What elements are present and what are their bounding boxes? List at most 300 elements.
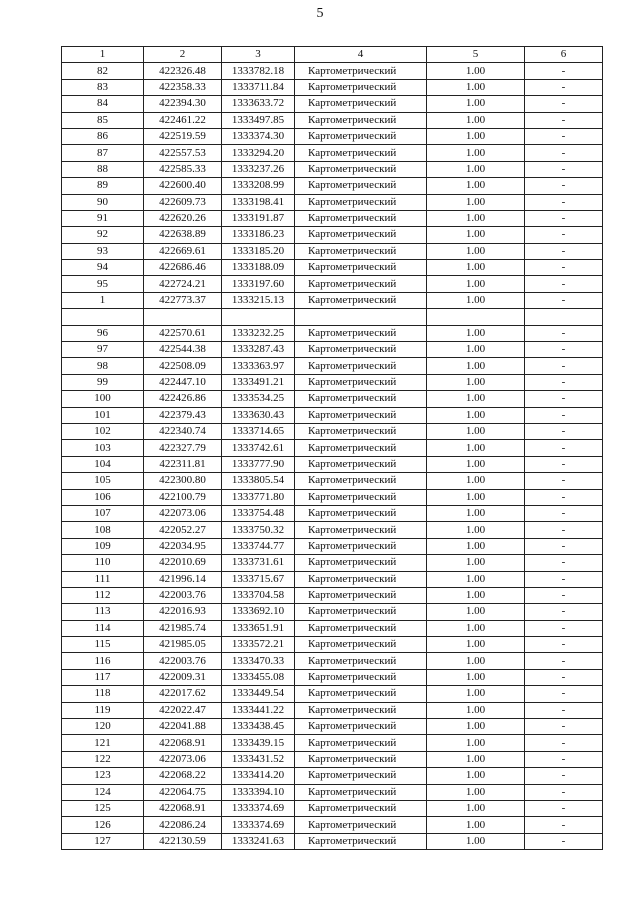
method-cell: Картометрический <box>295 292 427 308</box>
x-coordinate-cell: 422358.33 <box>144 79 222 95</box>
y-coordinate-cell: 1333439.15 <box>222 735 295 751</box>
x-coordinate-cell: 422327.79 <box>144 440 222 456</box>
method-cell: Картометрический <box>295 260 427 276</box>
point-number-cell: 92 <box>62 227 144 243</box>
point-number-cell: 83 <box>62 79 144 95</box>
method-cell: Картометрический <box>295 800 427 816</box>
point-number-cell: 101 <box>62 407 144 423</box>
method-cell: Картометрический <box>295 751 427 767</box>
point-number-cell: 115 <box>62 637 144 653</box>
x-coordinate-cell: 422544.38 <box>144 342 222 358</box>
note-cell: - <box>525 686 603 702</box>
point-number-cell: 119 <box>62 702 144 718</box>
method-cell: Картометрический <box>295 243 427 259</box>
table-row <box>62 686 603 702</box>
note-cell: - <box>525 768 603 784</box>
y-coordinate-cell: 1333777.90 <box>222 456 295 472</box>
method-cell: Картометрический <box>295 768 427 784</box>
table-row <box>62 309 603 325</box>
accuracy-cell: 1.00 <box>427 555 525 571</box>
x-coordinate-cell <box>144 309 222 325</box>
accuracy-cell: 1.00 <box>427 210 525 226</box>
point-number-cell: 114 <box>62 620 144 636</box>
table-row <box>62 653 603 669</box>
accuracy-cell: 1.00 <box>427 604 525 620</box>
x-coordinate-cell: 422034.95 <box>144 538 222 554</box>
y-coordinate-cell: 1333374.69 <box>222 800 295 816</box>
point-number-cell: 122 <box>62 751 144 767</box>
x-coordinate-cell: 422447.10 <box>144 374 222 390</box>
x-coordinate-cell: 422068.91 <box>144 735 222 751</box>
method-cell: Картометрический <box>295 407 427 423</box>
table-row <box>62 128 603 144</box>
table-row <box>62 342 603 358</box>
x-coordinate-cell: 422557.53 <box>144 145 222 161</box>
method-cell: Картометрический <box>295 374 427 390</box>
page-number: 5 <box>316 6 324 21</box>
x-coordinate-cell: 422724.21 <box>144 276 222 292</box>
note-cell: - <box>525 505 603 521</box>
header-col-5: 5 <box>427 47 525 63</box>
y-coordinate-cell: 1333191.87 <box>222 210 295 226</box>
table-row <box>62 751 603 767</box>
point-number-cell: 102 <box>62 423 144 439</box>
point-number-cell: 82 <box>62 63 144 79</box>
point-number-cell: 113 <box>62 604 144 620</box>
x-coordinate-cell: 422508.09 <box>144 358 222 374</box>
x-coordinate-cell: 422609.73 <box>144 194 222 210</box>
note-cell: - <box>525 440 603 456</box>
note-cell: - <box>525 735 603 751</box>
point-number-cell: 110 <box>62 555 144 571</box>
point-number-cell: 86 <box>62 128 144 144</box>
note-cell: - <box>525 456 603 472</box>
note-cell: - <box>525 292 603 308</box>
method-cell: Картометрический <box>295 604 427 620</box>
note-cell: - <box>525 145 603 161</box>
accuracy-cell: 1.00 <box>427 522 525 538</box>
y-coordinate-cell: 1333394.10 <box>222 784 295 800</box>
x-coordinate-cell: 422041.88 <box>144 719 222 735</box>
y-coordinate-cell: 1333438.45 <box>222 719 295 735</box>
table-row <box>62 587 603 603</box>
accuracy-cell: 1.00 <box>427 620 525 636</box>
table-row <box>62 227 603 243</box>
accuracy-cell: 1.00 <box>427 128 525 144</box>
note-cell: - <box>525 522 603 538</box>
accuracy-cell: 1.00 <box>427 407 525 423</box>
method-cell: Картометрический <box>295 145 427 161</box>
accuracy-cell: 1.00 <box>427 571 525 587</box>
y-coordinate-cell: 1333711.84 <box>222 79 295 95</box>
point-number-cell: 90 <box>62 194 144 210</box>
y-coordinate-cell: 1333241.63 <box>222 833 295 849</box>
accuracy-cell: 1.00 <box>427 325 525 341</box>
x-coordinate-cell: 422519.59 <box>144 128 222 144</box>
note-cell: - <box>525 489 603 505</box>
x-coordinate-cell: 422300.80 <box>144 473 222 489</box>
accuracy-cell: 1.00 <box>427 653 525 669</box>
point-number-cell: 94 <box>62 260 144 276</box>
point-number-cell: 125 <box>62 800 144 816</box>
coordinates-table <box>61 46 603 850</box>
x-coordinate-cell: 422086.24 <box>144 817 222 833</box>
table-row <box>62 407 603 423</box>
method-cell: Картометрический <box>295 473 427 489</box>
table-row <box>62 178 603 194</box>
method-cell: Картометрический <box>295 456 427 472</box>
method-cell: Картометрический <box>295 817 427 833</box>
table-row <box>62 145 603 161</box>
header-row <box>62 47 603 63</box>
accuracy-cell: 1.00 <box>427 505 525 521</box>
x-coordinate-cell: 422022.47 <box>144 702 222 718</box>
accuracy-cell: 1.00 <box>427 227 525 243</box>
method-cell: Картометрический <box>295 423 427 439</box>
method-cell: Картометрический <box>295 719 427 735</box>
point-number-cell <box>62 309 144 325</box>
note-cell: - <box>525 161 603 177</box>
note-cell: - <box>525 227 603 243</box>
method-cell: Картометрический <box>295 210 427 226</box>
table-row <box>62 243 603 259</box>
y-coordinate-cell: 1333374.69 <box>222 817 295 833</box>
method-cell: Картометрический <box>295 538 427 554</box>
method-cell: Картометрический <box>295 128 427 144</box>
accuracy-cell: 1.00 <box>427 817 525 833</box>
note-cell <box>525 309 603 325</box>
x-coordinate-cell: 422461.22 <box>144 112 222 128</box>
x-coordinate-cell: 422326.48 <box>144 63 222 79</box>
accuracy-cell: 1.00 <box>427 161 525 177</box>
accuracy-cell: 1.00 <box>427 243 525 259</box>
table-row <box>62 719 603 735</box>
point-number-cell: 99 <box>62 374 144 390</box>
table-row <box>62 735 603 751</box>
header-col-1: 1 <box>62 47 144 63</box>
method-cell <box>295 309 427 325</box>
x-coordinate-cell: 422064.75 <box>144 784 222 800</box>
method-cell: Картометрический <box>295 161 427 177</box>
accuracy-cell: 1.00 <box>427 194 525 210</box>
y-coordinate-cell: 1333188.09 <box>222 260 295 276</box>
y-coordinate-cell: 1333441.22 <box>222 702 295 718</box>
note-cell: - <box>525 587 603 603</box>
accuracy-cell: 1.00 <box>427 178 525 194</box>
point-number-cell: 93 <box>62 243 144 259</box>
x-coordinate-cell: 422570.61 <box>144 325 222 341</box>
point-number-cell: 108 <box>62 522 144 538</box>
note-cell: - <box>525 79 603 95</box>
point-number-cell: 95 <box>62 276 144 292</box>
method-cell: Картометрический <box>295 555 427 571</box>
note-cell: - <box>525 473 603 489</box>
y-coordinate-cell: 1333692.10 <box>222 604 295 620</box>
method-cell: Картометрический <box>295 784 427 800</box>
table-row <box>62 260 603 276</box>
table-row <box>62 374 603 390</box>
method-cell: Картометрический <box>295 735 427 751</box>
note-cell: - <box>525 817 603 833</box>
x-coordinate-cell: 421985.74 <box>144 620 222 636</box>
table-row <box>62 555 603 571</box>
x-coordinate-cell: 421996.14 <box>144 571 222 587</box>
accuracy-cell: 1.00 <box>427 686 525 702</box>
note-cell: - <box>525 128 603 144</box>
x-coordinate-cell: 422003.76 <box>144 653 222 669</box>
note-cell: - <box>525 391 603 407</box>
accuracy-cell: 1.00 <box>427 456 525 472</box>
method-cell: Картометрический <box>295 669 427 685</box>
y-coordinate-cell: 1333731.61 <box>222 555 295 571</box>
note-cell: - <box>525 669 603 685</box>
table-row <box>62 63 603 79</box>
table-row <box>62 358 603 374</box>
table-row <box>62 96 603 112</box>
method-cell: Картометрический <box>295 653 427 669</box>
table-row <box>62 768 603 784</box>
accuracy-cell: 1.00 <box>427 538 525 554</box>
table-row <box>62 440 603 456</box>
method-cell: Картометрический <box>295 79 427 95</box>
y-coordinate-cell: 1333715.67 <box>222 571 295 587</box>
accuracy-cell: 1.00 <box>427 96 525 112</box>
method-cell: Картометрический <box>295 63 427 79</box>
point-number-cell: 104 <box>62 456 144 472</box>
note-cell: - <box>525 63 603 79</box>
header-col-2: 2 <box>144 47 222 63</box>
note-cell: - <box>525 112 603 128</box>
point-number-cell: 98 <box>62 358 144 374</box>
accuracy-cell: 1.00 <box>427 768 525 784</box>
accuracy-cell: 1.00 <box>427 587 525 603</box>
note-cell: - <box>525 178 603 194</box>
table-row <box>62 79 603 95</box>
accuracy-cell: 1.00 <box>427 800 525 816</box>
point-number-cell: 118 <box>62 686 144 702</box>
x-coordinate-cell: 422068.91 <box>144 800 222 816</box>
accuracy-cell: 1.00 <box>427 833 525 849</box>
y-coordinate-cell: 1333805.54 <box>222 473 295 489</box>
accuracy-cell: 1.00 <box>427 292 525 308</box>
y-coordinate-cell: 1333630.43 <box>222 407 295 423</box>
note-cell: - <box>525 407 603 423</box>
point-number-cell: 87 <box>62 145 144 161</box>
note-cell: - <box>525 194 603 210</box>
note-cell: - <box>525 719 603 735</box>
point-number-cell: 100 <box>62 391 144 407</box>
accuracy-cell: 1.00 <box>427 391 525 407</box>
y-coordinate-cell: 1333704.58 <box>222 587 295 603</box>
table-row <box>62 784 603 800</box>
note-cell: - <box>525 325 603 341</box>
point-number-cell: 127 <box>62 833 144 849</box>
y-coordinate-cell: 1333186.23 <box>222 227 295 243</box>
x-coordinate-cell: 422340.74 <box>144 423 222 439</box>
table-row <box>62 702 603 718</box>
y-coordinate-cell: 1333651.91 <box>222 620 295 636</box>
point-number-cell: 88 <box>62 161 144 177</box>
method-cell: Картометрический <box>295 276 427 292</box>
table-row <box>62 423 603 439</box>
accuracy-cell: 1.00 <box>427 440 525 456</box>
point-number-cell: 121 <box>62 735 144 751</box>
table-row <box>62 112 603 128</box>
y-coordinate-cell: 1333491.21 <box>222 374 295 390</box>
x-coordinate-cell: 422017.62 <box>144 686 222 702</box>
method-cell: Картометрический <box>295 194 427 210</box>
note-cell: - <box>525 260 603 276</box>
method-cell: Картометрический <box>295 620 427 636</box>
accuracy-cell: 1.00 <box>427 751 525 767</box>
header-col-6: 6 <box>525 47 603 63</box>
method-cell: Картометрический <box>295 227 427 243</box>
table-row <box>62 161 603 177</box>
table-row <box>62 276 603 292</box>
note-cell: - <box>525 620 603 636</box>
table-row <box>62 637 603 653</box>
y-coordinate-cell: 1333287.43 <box>222 342 295 358</box>
note-cell: - <box>525 342 603 358</box>
table-row <box>62 522 603 538</box>
x-coordinate-cell: 422669.61 <box>144 243 222 259</box>
accuracy-cell: 1.00 <box>427 489 525 505</box>
y-coordinate-cell: 1333215.13 <box>222 292 295 308</box>
y-coordinate-cell: 1333742.61 <box>222 440 295 456</box>
y-coordinate-cell: 1333374.30 <box>222 128 295 144</box>
point-number-cell: 96 <box>62 325 144 341</box>
point-number-cell: 124 <box>62 784 144 800</box>
accuracy-cell: 1.00 <box>427 79 525 95</box>
y-coordinate-cell: 1333363.97 <box>222 358 295 374</box>
table-row <box>62 833 603 849</box>
table-row <box>62 604 603 620</box>
method-cell: Картометрический <box>295 489 427 505</box>
y-coordinate-cell: 1333197.60 <box>222 276 295 292</box>
point-number-cell: 103 <box>62 440 144 456</box>
y-coordinate-cell: 1333198.41 <box>222 194 295 210</box>
x-coordinate-cell: 422068.22 <box>144 768 222 784</box>
method-cell: Картометрический <box>295 833 427 849</box>
point-number-cell: 105 <box>62 473 144 489</box>
x-coordinate-cell: 422394.30 <box>144 96 222 112</box>
point-number-cell: 85 <box>62 112 144 128</box>
method-cell: Картометрический <box>295 358 427 374</box>
x-coordinate-cell: 422100.79 <box>144 489 222 505</box>
x-coordinate-cell: 422052.27 <box>144 522 222 538</box>
table-row <box>62 620 603 636</box>
table-row <box>62 210 603 226</box>
x-coordinate-cell: 422016.93 <box>144 604 222 620</box>
method-cell: Картометрический <box>295 391 427 407</box>
method-cell: Картометрический <box>295 178 427 194</box>
point-number-cell: 123 <box>62 768 144 784</box>
y-coordinate-cell: 1333714.65 <box>222 423 295 439</box>
note-cell: - <box>525 702 603 718</box>
y-coordinate-cell: 1333534.25 <box>222 391 295 407</box>
method-cell: Картометрический <box>295 686 427 702</box>
note-cell: - <box>525 833 603 849</box>
method-cell: Картометрический <box>295 637 427 653</box>
accuracy-cell: 1.00 <box>427 473 525 489</box>
accuracy-cell: 1.00 <box>427 145 525 161</box>
x-coordinate-cell: 422009.31 <box>144 669 222 685</box>
x-coordinate-cell: 422073.06 <box>144 505 222 521</box>
point-number-cell: 89 <box>62 178 144 194</box>
table-row <box>62 325 603 341</box>
point-number-cell: 116 <box>62 653 144 669</box>
note-cell: - <box>525 243 603 259</box>
y-coordinate-cell: 1333572.21 <box>222 637 295 653</box>
x-coordinate-cell: 422773.37 <box>144 292 222 308</box>
point-number-cell: 109 <box>62 538 144 554</box>
method-cell: Картометрический <box>295 440 427 456</box>
x-coordinate-cell: 421985.05 <box>144 637 222 653</box>
y-coordinate-cell: 1333185.20 <box>222 243 295 259</box>
x-coordinate-cell: 422426.86 <box>144 391 222 407</box>
accuracy-cell <box>427 309 525 325</box>
accuracy-cell: 1.00 <box>427 112 525 128</box>
y-coordinate-cell: 1333414.20 <box>222 768 295 784</box>
accuracy-cell: 1.00 <box>427 276 525 292</box>
method-cell: Картометрический <box>295 522 427 538</box>
accuracy-cell: 1.00 <box>427 735 525 751</box>
x-coordinate-cell: 422620.26 <box>144 210 222 226</box>
note-cell: - <box>525 96 603 112</box>
y-coordinate-cell: 1333750.32 <box>222 522 295 538</box>
note-cell: - <box>525 423 603 439</box>
note-cell: - <box>525 358 603 374</box>
y-coordinate-cell: 1333771.80 <box>222 489 295 505</box>
y-coordinate-cell: 1333470.33 <box>222 653 295 669</box>
accuracy-cell: 1.00 <box>427 784 525 800</box>
y-coordinate-cell: 1333782.18 <box>222 63 295 79</box>
table-header <box>62 47 603 63</box>
y-coordinate-cell: 1333754.48 <box>222 505 295 521</box>
point-number-cell: 106 <box>62 489 144 505</box>
method-cell: Картометрический <box>295 96 427 112</box>
method-cell: Картометрический <box>295 505 427 521</box>
accuracy-cell: 1.00 <box>427 637 525 653</box>
accuracy-cell: 1.00 <box>427 423 525 439</box>
x-coordinate-cell: 422638.89 <box>144 227 222 243</box>
table-body <box>62 63 603 850</box>
table-row <box>62 391 603 407</box>
table-row <box>62 505 603 521</box>
table-row <box>62 456 603 472</box>
note-cell: - <box>525 637 603 653</box>
table-row <box>62 669 603 685</box>
method-cell: Картометрический <box>295 342 427 358</box>
point-number-cell: 126 <box>62 817 144 833</box>
y-coordinate-cell: 1333232.25 <box>222 325 295 341</box>
table-row <box>62 194 603 210</box>
y-coordinate-cell: 1333237.26 <box>222 161 295 177</box>
accuracy-cell: 1.00 <box>427 702 525 718</box>
method-cell: Картометрический <box>295 702 427 718</box>
point-number-cell: 107 <box>62 505 144 521</box>
note-cell: - <box>525 538 603 554</box>
accuracy-cell: 1.00 <box>427 342 525 358</box>
note-cell: - <box>525 784 603 800</box>
x-coordinate-cell: 422600.40 <box>144 178 222 194</box>
y-coordinate-cell: 1333294.20 <box>222 145 295 161</box>
x-coordinate-cell: 422073.06 <box>144 751 222 767</box>
note-cell: - <box>525 653 603 669</box>
y-coordinate-cell: 1333455.08 <box>222 669 295 685</box>
method-cell: Картометрический <box>295 325 427 341</box>
method-cell: Картометрический <box>295 587 427 603</box>
